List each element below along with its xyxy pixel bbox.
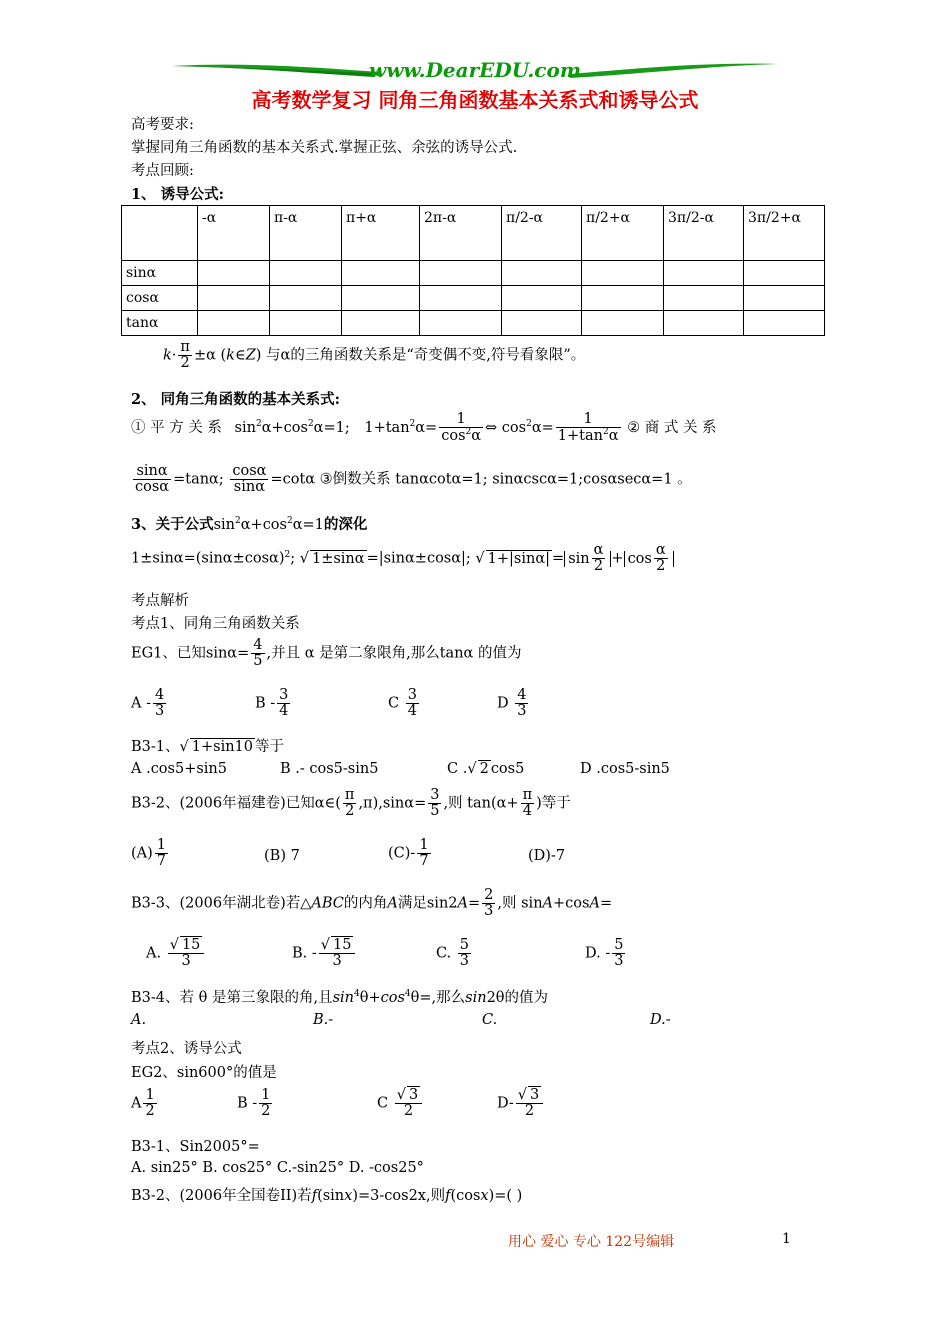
- analysis-label: 考点解析: [131, 593, 189, 609]
- induction-table: [121, 205, 825, 336]
- eg2-question: EG2、sin600°的值是: [131, 1065, 277, 1081]
- footer-text: 用心 爱心 专心 122号编辑: [508, 1234, 675, 1250]
- table-header: 3π/2+α: [744, 206, 825, 261]
- row-label: sinα: [122, 261, 198, 286]
- b31-option-b: B .- cos5-sin5: [280, 761, 379, 777]
- table-header: π-α: [270, 206, 342, 261]
- table-row: [122, 311, 825, 336]
- square-relation: ① 平 方 关 系 $\sin^2\alpha+\cos^2\alpha=1$; $1+\tan^2\alpha=$ $\frac{1}{\cos^2\alpha}$ ⇔ $\cos^2\alpha=$ $\frac{1}{1+\tan^2\alpha}$ ② 商 式 关 系: [131, 411, 717, 445]
- eg1-option-a: A - $\frac{4}{3}$: [131, 687, 165, 720]
- topic2-label: 考点2、诱导公式: [131, 1041, 242, 1057]
- review-label: 考点回顾:: [131, 163, 194, 179]
- b34-option-a: A.: [131, 1012, 147, 1028]
- b32-option-b: (B) 7: [264, 848, 300, 864]
- induction-note: k· $\frac{\pi}{2}$ ±α (k∈Z) 与α的三角函数关系是“奇变偶不变,符号看象限”。: [163, 339, 586, 372]
- b33-option-b: B. - $\frac{√ 15}{3}$: [292, 938, 357, 969]
- quotient-relation: $\frac{\sin\alpha}{\cos\alpha}$ =tanα; $\frac{\cos\alpha}{\sin\alpha}$ =cotα ③倒数关系 tanαcotα=1; sinαcscα=1;cosαsecα=1 。: [135, 463, 692, 496]
- eg1-question: EG1、已知sinα= $\frac{4}{5}$ ,并且 α 是第二象限角,那么tanα 的值为: [131, 637, 522, 670]
- b2-1-question: B3-1、Sin2005°=: [131, 1139, 260, 1155]
- table-header: -α: [198, 206, 270, 261]
- b34-option-d: D.-: [650, 1012, 671, 1028]
- b32-option-d: (D)-7: [528, 848, 566, 864]
- table-header: 3π/2-α: [664, 206, 744, 261]
- b2-2-question: B3-2、(2006年全国卷II)若f(sinx)=3-cos2x,则f(cosx)=( ): [131, 1188, 523, 1204]
- table-header: π/2-α: [502, 206, 582, 261]
- table-row: [122, 261, 825, 286]
- section2-heading: 2、 同角三角函数的基本关系式:: [131, 391, 340, 408]
- b34-option-b: B.-: [313, 1012, 334, 1028]
- section1-heading: 1、 诱导公式:: [131, 186, 224, 203]
- req-text: 掌握同角三角函数的基本关系式.掌握正弦、余弦的诱导公式.: [131, 140, 518, 156]
- eg2-option-a: A $\frac{1}{2}$: [131, 1087, 155, 1120]
- b33-option-c: C. $\frac{5}{3}$: [436, 937, 470, 970]
- section3-formulas: $1\pm\sin\alpha=(\sin\alpha\pm\cos\alpha)^2$; √ 1±sinα =|sinα±cosα|; √ 1+|sinα| = sin $\frac{\alpha}{2}$ + cos $\frac{\alpha}{2}$: [131, 543, 674, 574]
- eg1-option-d: D $\frac{4}{3}$: [497, 687, 527, 720]
- row-label: tanα: [122, 311, 198, 336]
- table-row: [122, 286, 825, 311]
- table-header: 2π-α: [420, 206, 502, 261]
- eg2-option-b: B - $\frac{1}{2}$: [237, 1087, 271, 1120]
- b32-option-c: (C)- $\frac{1}{7}$: [388, 837, 429, 870]
- b33-option-d: D. - $\frac{5}{3}$: [585, 937, 624, 970]
- b31-option-d: D .cos5-sin5: [580, 761, 670, 777]
- eg2-option-d: D- $\frac{√ 3}{2}$: [497, 1088, 545, 1119]
- page-number: 1: [782, 1231, 791, 1247]
- b2-1-options: A. sin25° B. cos25° C.-sin25° D. -cos25°: [131, 1160, 424, 1176]
- topic1-label: 考点1、同角三角函数关系: [131, 616, 300, 632]
- b32-option-a: (A) $\frac{1}{7}$: [131, 837, 167, 870]
- b31-option-a: A .cos5+sin5: [131, 761, 227, 777]
- section3-heading: 3、关于公式$\sin^2\alpha+\cos^2\alpha=1$的深化: [131, 516, 368, 533]
- table-header: π/2+α: [582, 206, 664, 261]
- b31-question: B3-1、√ 1+sin10 等于: [131, 739, 285, 755]
- row-label: cosα: [122, 286, 198, 311]
- req-label: 高考要求:: [131, 117, 194, 133]
- b33-option-a: A. $\frac{√ 15}{3}$: [146, 938, 206, 969]
- eg1-option-b: B - $\frac{3}{4}$: [255, 687, 289, 720]
- table-corner: [122, 206, 198, 261]
- eg2-option-c: C $\frac{√ 3}{2}$: [377, 1088, 424, 1119]
- b31-option-c: C .√ 2 cos5: [447, 761, 525, 777]
- logo-text[interactable]: www.DearEDU.com: [368, 58, 581, 82]
- eg1-option-c: C $\frac{3}{4}$: [388, 687, 417, 720]
- b34-question: B3-4、若 θ 是第三象限的角,且$\sin^4\theta+\cos^4\theta=$,那么sin2θ的值为: [131, 989, 549, 1006]
- b33-question: B3-3、(2006年湖北卷)若△ABC的内角A满足sin2A= $\frac{2}{3}$ ,则 sinA+cosA=: [131, 887, 613, 920]
- table-header: π+α: [342, 206, 420, 261]
- b34-option-c: C.: [482, 1012, 498, 1028]
- b32-question: B3-2、(2006年福建卷)已知α∈( $\frac{\pi}{2}$ ,π),sinα= $\frac{3}{5}$ ,则 tan(α+ $\frac{\pi}{4}$ )等于: [131, 787, 571, 820]
- page-title: 高考数学复习 同角三角函数基本关系式和诱导公式: [251, 88, 699, 112]
